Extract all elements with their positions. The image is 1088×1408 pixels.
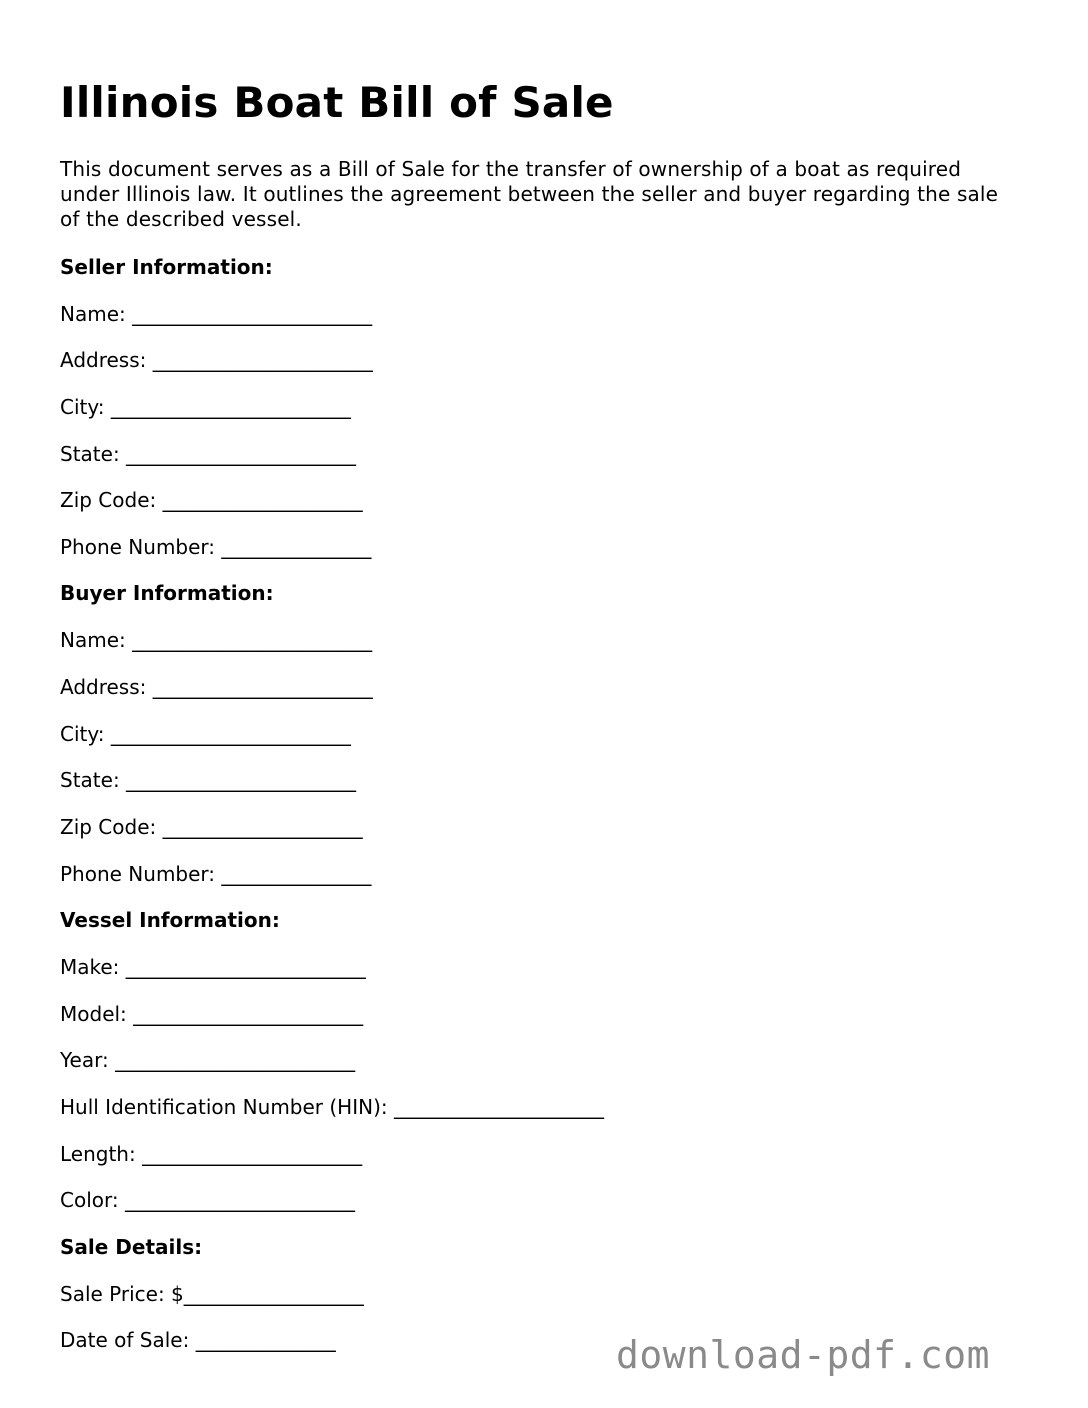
buyer-section-heading: Buyer Information:: [60, 581, 274, 605]
vessel-hin-field: Hull Identification Number (HIN): _____________________: [60, 1095, 604, 1119]
intro-paragraph: This document serves as a Bill of Sale for the transfer of ownership of a boat as required under Illinois law. It outlines the agreement between the seller and buyer regarding the sale of the described vessel.: [60, 157, 999, 231]
vessel-model-field: Model: _______________________: [60, 1002, 364, 1026]
seller-name-field: Name: ________________________: [60, 302, 373, 326]
seller-zip-field: Zip Code: ____________________: [60, 488, 363, 512]
vessel-color-field: Color: _______________________: [60, 1188, 355, 1212]
seller-phone-field: Phone Number: _______________: [60, 535, 372, 559]
vessel-make-field: Make: ________________________: [60, 955, 366, 979]
sale-price-field: Sale Price: $__________________: [60, 1282, 364, 1306]
vessel-length-field: Length: ______________________: [60, 1142, 363, 1166]
document-title: Illinois Boat Bill of Sale: [60, 78, 614, 127]
seller-state-field: State: _______________________: [60, 442, 357, 466]
sale-date-field: Date of Sale: ______________: [60, 1328, 336, 1352]
buyer-state-field: State: _______________________: [60, 768, 357, 792]
buyer-zip-field: Zip Code: ____________________: [60, 815, 363, 839]
vessel-year-field: Year: ________________________: [60, 1048, 356, 1072]
buyer-city-field: City: ________________________: [60, 722, 351, 746]
seller-city-field: City: ________________________: [60, 395, 351, 419]
sale-section-heading: Sale Details:: [60, 1235, 203, 1259]
buyer-address-field: Address: ______________________: [60, 675, 373, 699]
watermark-text: download-pdf.com: [616, 1333, 991, 1377]
seller-section-heading: Seller Information:: [60, 255, 273, 279]
seller-address-field: Address: ______________________: [60, 348, 373, 372]
buyer-phone-field: Phone Number: _______________: [60, 862, 372, 886]
buyer-name-field: Name: ________________________: [60, 628, 373, 652]
vessel-section-heading: Vessel Information:: [60, 908, 280, 932]
